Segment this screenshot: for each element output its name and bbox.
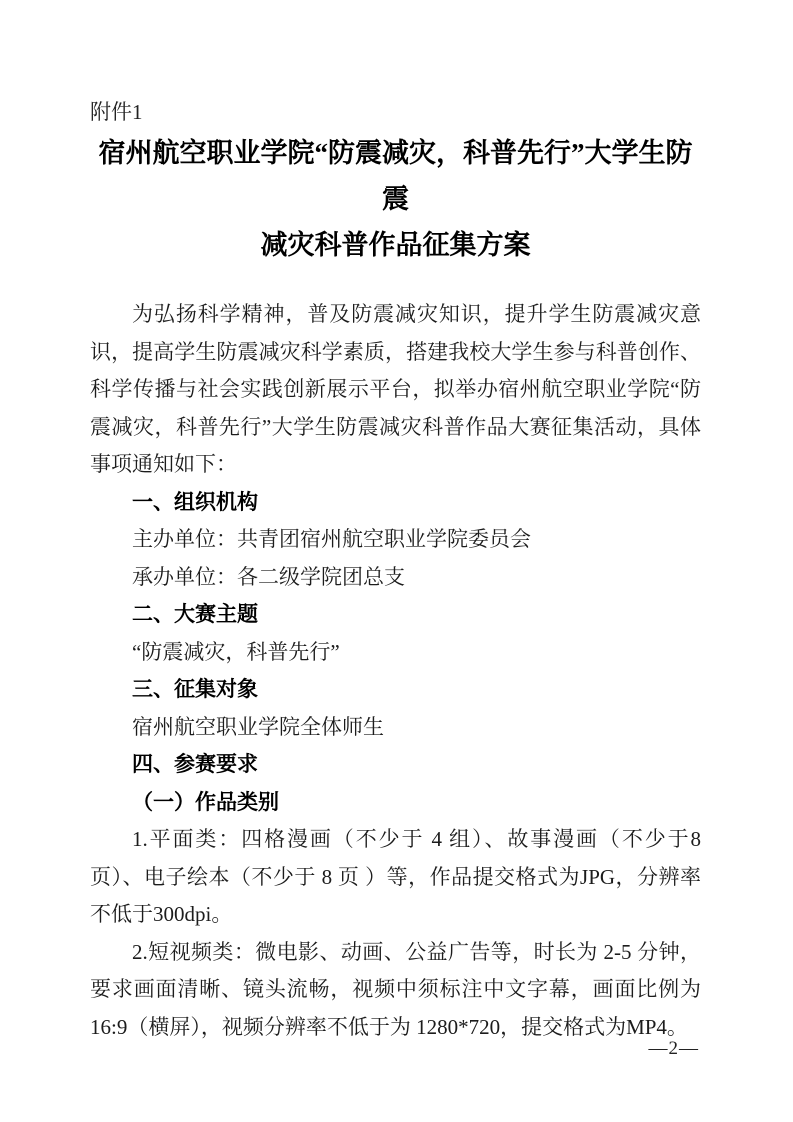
document-title-line-1: 宿州航空职业学院“防震减灾，科普先行”大学生防震 (98, 138, 693, 214)
document-title-line-2: 减灾科普作品征集方案 (260, 230, 531, 260)
subsection-heading-work-categories: （一）作品类别 (132, 789, 279, 814)
section-heading-target: 三、征集对象 (132, 678, 258, 701)
paragraph-category-graphic: 1.平面类：四格漫画（不少于 4 组）、故事漫画（不少于8页）、电子绘本（不少于 8 页 ）等，作品提交格式为JPG，分辨率不低于300dpi。 (90, 827, 701, 926)
section-heading-organization: 一、组织机构 (132, 490, 258, 514)
attachment-label: 附件1 (90, 100, 143, 124)
intro-paragraph: 为弘扬科学精神，普及防震减灾知识，提升学生防震减灾意识，提高学生防震减灾科学素质，搭建我校大学生参与科普创作、科学传播与社会实践创新展示平台，拟举办宿州航空职业学院“防震减灾，科普先行”大学生防震减灾科普作品大赛征集活动，具体事项通知如下： (90, 302, 701, 476)
paragraph-host-unit: 主办单位：共青团宿州航空职业学院委员会 (132, 527, 531, 551)
paragraph-target: 宿州航空职业学院全体师生 (132, 714, 384, 739)
page-number: —2— (648, 1038, 699, 1059)
document-body (90, 296, 701, 1046)
paragraph-theme: “防震减灾，科普先行” (132, 639, 340, 664)
paragraph-category-short-video: 2.短视频类：微电影、动画、公益广告等，时长为 2-5 分钟，要求画面清晰、镜头流畅，视频中须标注中文字幕，画面比例为16:9（横屏），视频分辨率不低于为 1280*720，提交格式为MP4。 (90, 939, 701, 1039)
section-heading-requirements: 四、参赛要求 (132, 753, 258, 776)
paragraph-organizer-unit: 承办单位：各二级学院团总支 (132, 564, 405, 589)
section-heading-theme: 二、大赛主题 (132, 603, 258, 626)
document-title (90, 130, 701, 268)
